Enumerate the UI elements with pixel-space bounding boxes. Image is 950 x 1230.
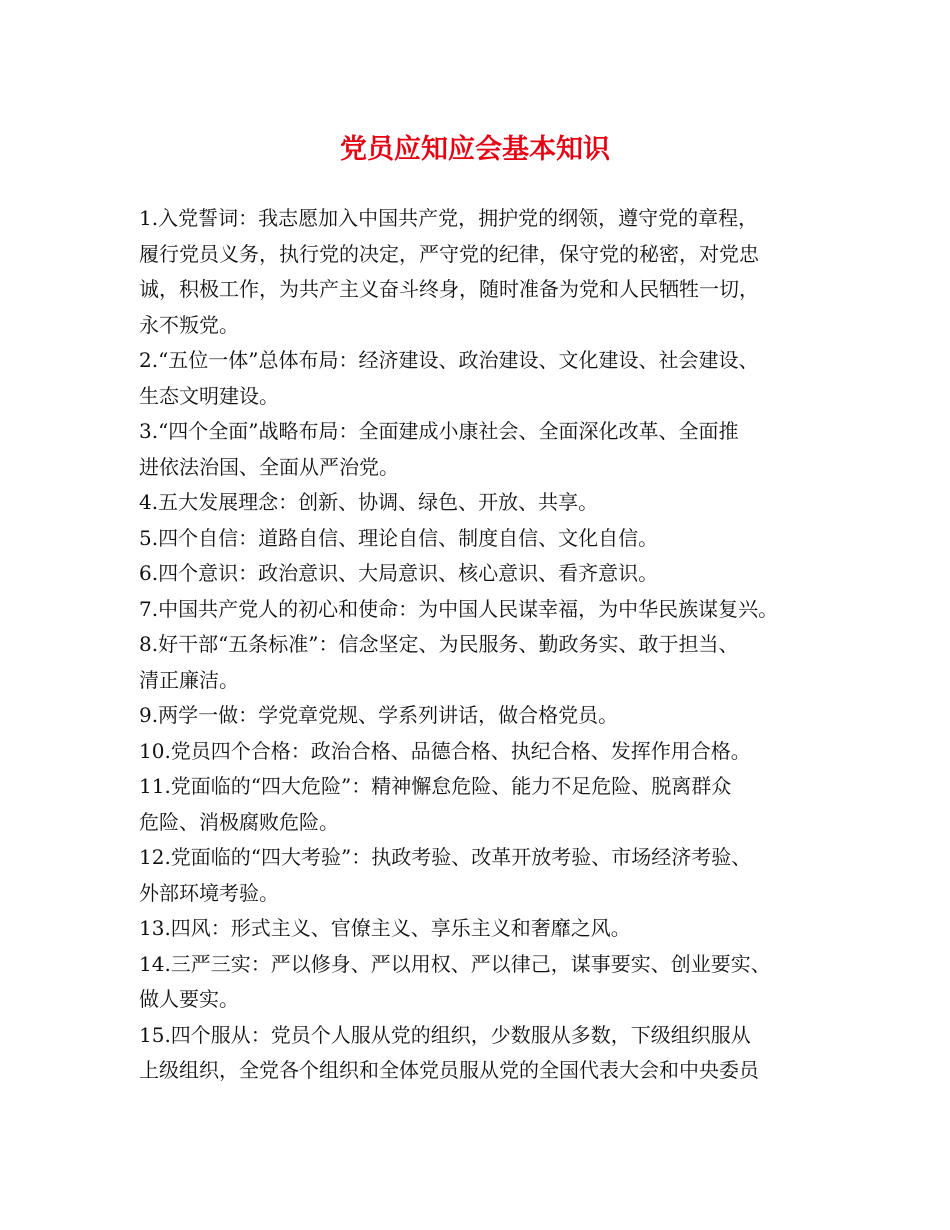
text-line: 11.党面临的“四大危险”：精神懈怠危险、能力不足危险、脱离群众 — [139, 774, 732, 798]
text-line: 做人要实。 — [139, 987, 239, 1011]
document-body — [139, 201, 829, 1089]
text-line: 5.四个自信：道路自信、理论自信、制度自信、文化自信。 — [139, 525, 659, 550]
text-line: 永不叛党。 — [139, 312, 239, 337]
text-line: 14.三严三实：严以修身、严以用权、严以律己，谋事要实、创业要实、 — [139, 951, 771, 976]
text-line: 履行党员义务，执行党的决定，严守党的纪律，保守党的秘密，对党忠 — [139, 241, 759, 266]
text-line: 8.好干部“五条标准”：信念坚定、为民服务、勤政务实、敢于担当、 — [139, 632, 739, 656]
text-line: 4.五大发展理念：创新、协调、绿色、开放、共享。 — [139, 490, 599, 514]
text-line: 上级组织，全党各个组织和全体党员服从党的全国代表大会和中央委员 — [139, 1058, 759, 1082]
text-line: 6.四个意识：政治意识、大局意识、核心意识、看齐意识。 — [139, 561, 659, 585]
text-line: 3.“四个全面”战略布局：全面建成小康社会、全面深化改革、全面推 — [139, 419, 739, 443]
text-line: 7.中国共产党人的初心和使命：为中国人民谋幸福，为中华民族谋复兴。 — [139, 596, 779, 621]
text-line: 9.两学一做：学党章党规、学系列讲话，做合格党员。 — [139, 703, 619, 727]
text-line: 10.党员四个合格：政治合格、品德合格、执纪合格、发挥作用合格。 — [139, 738, 751, 763]
page-title: 党员应知应会基本知识 — [340, 134, 610, 165]
text-line: 13.四风：形式主义、官僚主义、享乐主义和奢靡之风。 — [139, 916, 631, 940]
text-line: 危险、消极腐败危险。 — [139, 809, 339, 834]
text-line: 2.“五位一体”总体布局：经济建设、政治建设、文化建设、社会建设、 — [139, 348, 759, 372]
text-line: 生态文明建设。 — [139, 383, 279, 408]
text-line: 12.党面临的“四大考验”：执政考验、改革开放考验、市场经济考验、 — [139, 845, 752, 869]
text-line: 清正廉洁。 — [139, 667, 239, 692]
text-line: 外部环境考验。 — [139, 880, 279, 905]
text-line: 1.入党誓词：我志愿加入中国共产党，拥护党的纲领，遵守党的章程， — [139, 206, 759, 230]
text-line: 15.四个服从：党员个人服从党的组织，少数服从多数，下级组织服从 — [139, 1022, 751, 1047]
text-line: 诚，积极工作，为共产主义奋斗终身，随时准备为党和人民牺牲一切， — [139, 277, 759, 301]
text-line: 进依法治国、全面从严治党。 — [139, 454, 399, 479]
